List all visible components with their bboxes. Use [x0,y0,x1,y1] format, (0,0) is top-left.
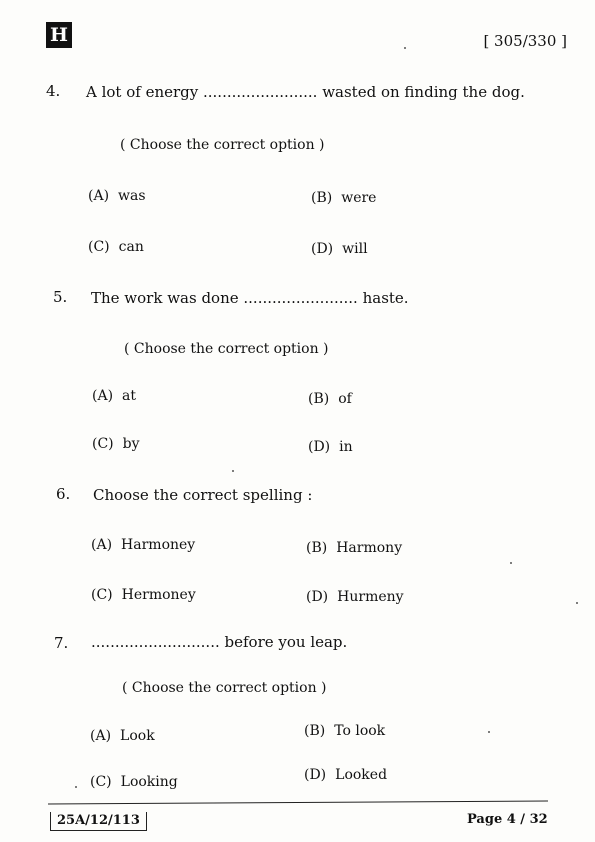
question-number: 5. [53,288,68,306]
option-label: (B) [304,723,326,739]
option-a[interactable] [90,728,155,744]
scan-speck [576,602,578,604]
option-d[interactable] [308,439,353,455]
option-label: (A) [92,388,114,404]
question-number: 4. [46,82,61,100]
option-label: (B) [306,540,328,556]
option-label: (B) [311,190,333,206]
option-label: (D) [304,767,327,783]
option-c[interactable] [90,774,178,790]
option-label: (A) [88,188,110,204]
option-c[interactable] [92,436,140,452]
option-d[interactable] [306,589,404,605]
option-text: Hurmeny [337,589,404,605]
option-text: by [122,436,140,452]
option-label: (D) [306,589,329,605]
question-number: 7. [54,634,69,652]
paper-set-badge: H [46,22,72,48]
option-text: Looking [120,774,178,790]
question-text: The work was done ........................ haste. [91,289,409,307]
question-instruction: ( Choose the correct option ) [124,341,329,357]
option-label: (A) [91,537,113,553]
option-a[interactable] [88,188,146,204]
option-label: (C) [91,587,113,603]
option-b[interactable] [311,190,376,206]
scan-speck [404,47,406,49]
option-a[interactable] [91,537,195,553]
option-text: Harmony [336,540,403,556]
option-c[interactable] [91,587,196,603]
option-text: Look [120,728,155,744]
option-d[interactable] [304,767,387,783]
question-instruction: ( Choose the correct option ) [120,137,325,153]
question-number: 6. [56,485,71,503]
option-label: (C) [92,436,114,452]
question-text: A lot of energy ........................ wasted on finding the dog. [86,83,525,101]
footer-rule [48,800,548,804]
option-text: at [122,388,137,404]
option-text: can [118,239,144,255]
scan-speck [232,470,234,472]
question-text: ........................... before you leap. [91,633,348,651]
option-b[interactable] [308,391,352,407]
question-text: Choose the correct spelling : [93,486,313,504]
option-c[interactable] [88,239,144,255]
footer-code: 25A/12/113 [50,812,147,831]
option-text: of [338,391,352,407]
option-label: (C) [88,239,110,255]
option-text: Looked [335,767,388,783]
scan-speck [488,731,490,733]
option-text: were [341,190,377,206]
scan-speck [510,562,512,564]
option-d[interactable] [311,241,368,257]
option-label: (A) [90,728,112,744]
option-b[interactable] [304,723,385,739]
option-text: To look [334,723,386,739]
option-text: in [339,439,353,455]
option-label: (C) [90,774,112,790]
option-text: was [118,188,146,204]
option-a[interactable] [92,388,136,404]
option-text: will [342,241,368,257]
question-instruction: ( Choose the correct option ) [122,680,327,696]
footer-page-number: Page 4 / 32 [467,812,548,827]
option-b[interactable] [306,540,402,556]
option-label: (D) [311,241,334,257]
option-label: (B) [308,391,330,407]
option-text: Hermoney [121,587,196,603]
paper-code: [ 305/330 ] [483,32,567,50]
option-text: Harmoney [121,537,196,553]
scan-speck [75,786,77,788]
option-label: (D) [308,439,331,455]
